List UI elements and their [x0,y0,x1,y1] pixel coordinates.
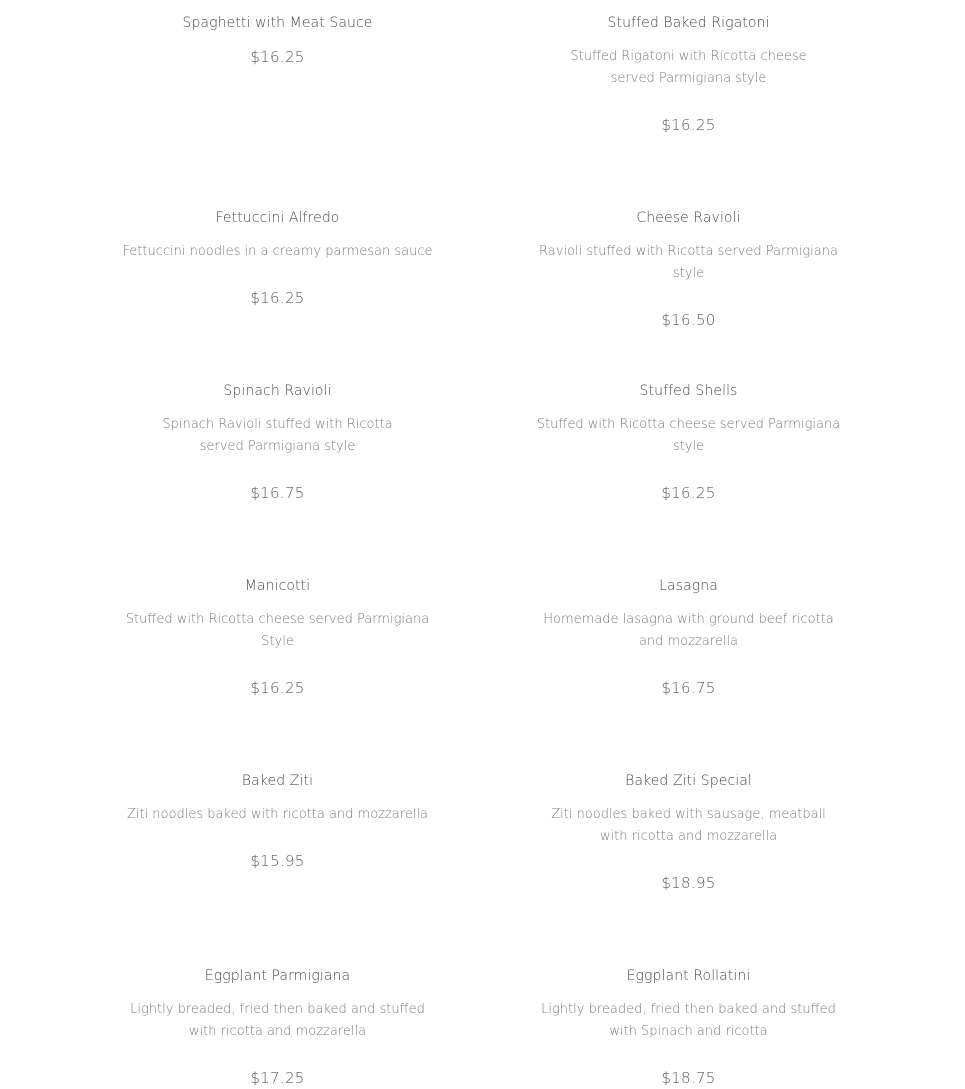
menu-item-price: $15.95 [250,852,305,870]
menu-item-name: Lasagna [659,578,718,594]
menu-item-description: Homemade lasagna with ground beef ricotta and mozzarella [543,612,834,649]
menu-item-baked-ziti-special [531,770,846,894]
menu-item-cheese-ravioli [531,207,846,331]
menu-item-description: Stuffed with Ricotta cheese served Parmigiana style [536,417,841,454]
menu-item-description: Lightly breaded, fried then baked and stuffed with Spinach and ricotta [541,1002,836,1039]
menu-item-spinach-ravioli [120,380,435,504]
menu-item-stuffed-shells [531,380,846,504]
menu-item-name: Baked Ziti [241,773,314,789]
menu-item-eggplant-rollatini [531,965,846,1089]
menu-item-price: $16.25 [661,116,716,134]
menu-item-name: Eggplant Rollatini [626,968,751,984]
menu-item-description: Lightly breaded, fried then baked and stuffed with ricotta and mozzarella [130,1002,425,1039]
menu-item-stuffed-baked-rigatoni [531,12,846,136]
menu-item-spaghetti-meat-sauce [120,12,435,68]
menu-item-name: Stuffed Baked Rigatoni [607,15,770,31]
menu-item-name: Fettuccini Alfredo [215,210,340,226]
menu-item-description: Fettuccini noodles in a creamy parmesan sauce [122,244,433,259]
menu-item-manicotti [120,575,435,699]
menu-item-lasagna [531,575,846,699]
menu-item-price: $16.25 [661,484,716,502]
menu-item-price: $16.50 [661,311,716,329]
menu-item-description: Ziti noodles baked with ricotta and mozzarella [126,807,429,822]
menu-item-price: $16.25 [250,679,305,697]
menu-item-price: $17.25 [250,1069,305,1087]
menu-item-description: Stuffed Rigatoni with Ricotta cheese served Parmigiana style [570,49,807,86]
menu-item-eggplant-parmigiana [120,965,435,1089]
menu-item-description: Stuffed with Ricotta cheese served Parmigiana Style [125,612,430,649]
menu-item-price: $18.75 [661,1069,716,1087]
menu-item-price: $16.75 [661,679,716,697]
menu-item-fettuccini-alfredo [120,207,435,309]
menu-item-name: Baked Ziti Special [625,773,752,789]
menu-item-price: $16.25 [250,289,305,307]
menu-item-name: Cheese Ravioli [636,210,741,226]
menu-item-name: Eggplant Parmigiana [204,968,351,984]
menu-item-description: Ziti noodles baked with sausage, meatball with ricotta and mozzarella [551,807,826,844]
menu-item-description: Spinach Ravioli stuffed with Ricotta served Parmigiana style [162,417,393,454]
menu-item-price: $16.75 [250,484,305,502]
menu-item-name: Stuffed Shells [639,383,738,399]
menu-item-name: Spaghetti with Meat Sauce [182,15,373,31]
menu-item-name: Manicotti [244,578,311,594]
menu-item-description: Ravioli stuffed with Ricotta served Parmigiana style [539,244,838,281]
menu-item-price: $18.95 [661,874,716,892]
menu-item-price: $16.25 [250,48,305,66]
menu-item-name: Spinach Ravioli [223,383,332,399]
menu-item-baked-ziti [120,770,435,872]
